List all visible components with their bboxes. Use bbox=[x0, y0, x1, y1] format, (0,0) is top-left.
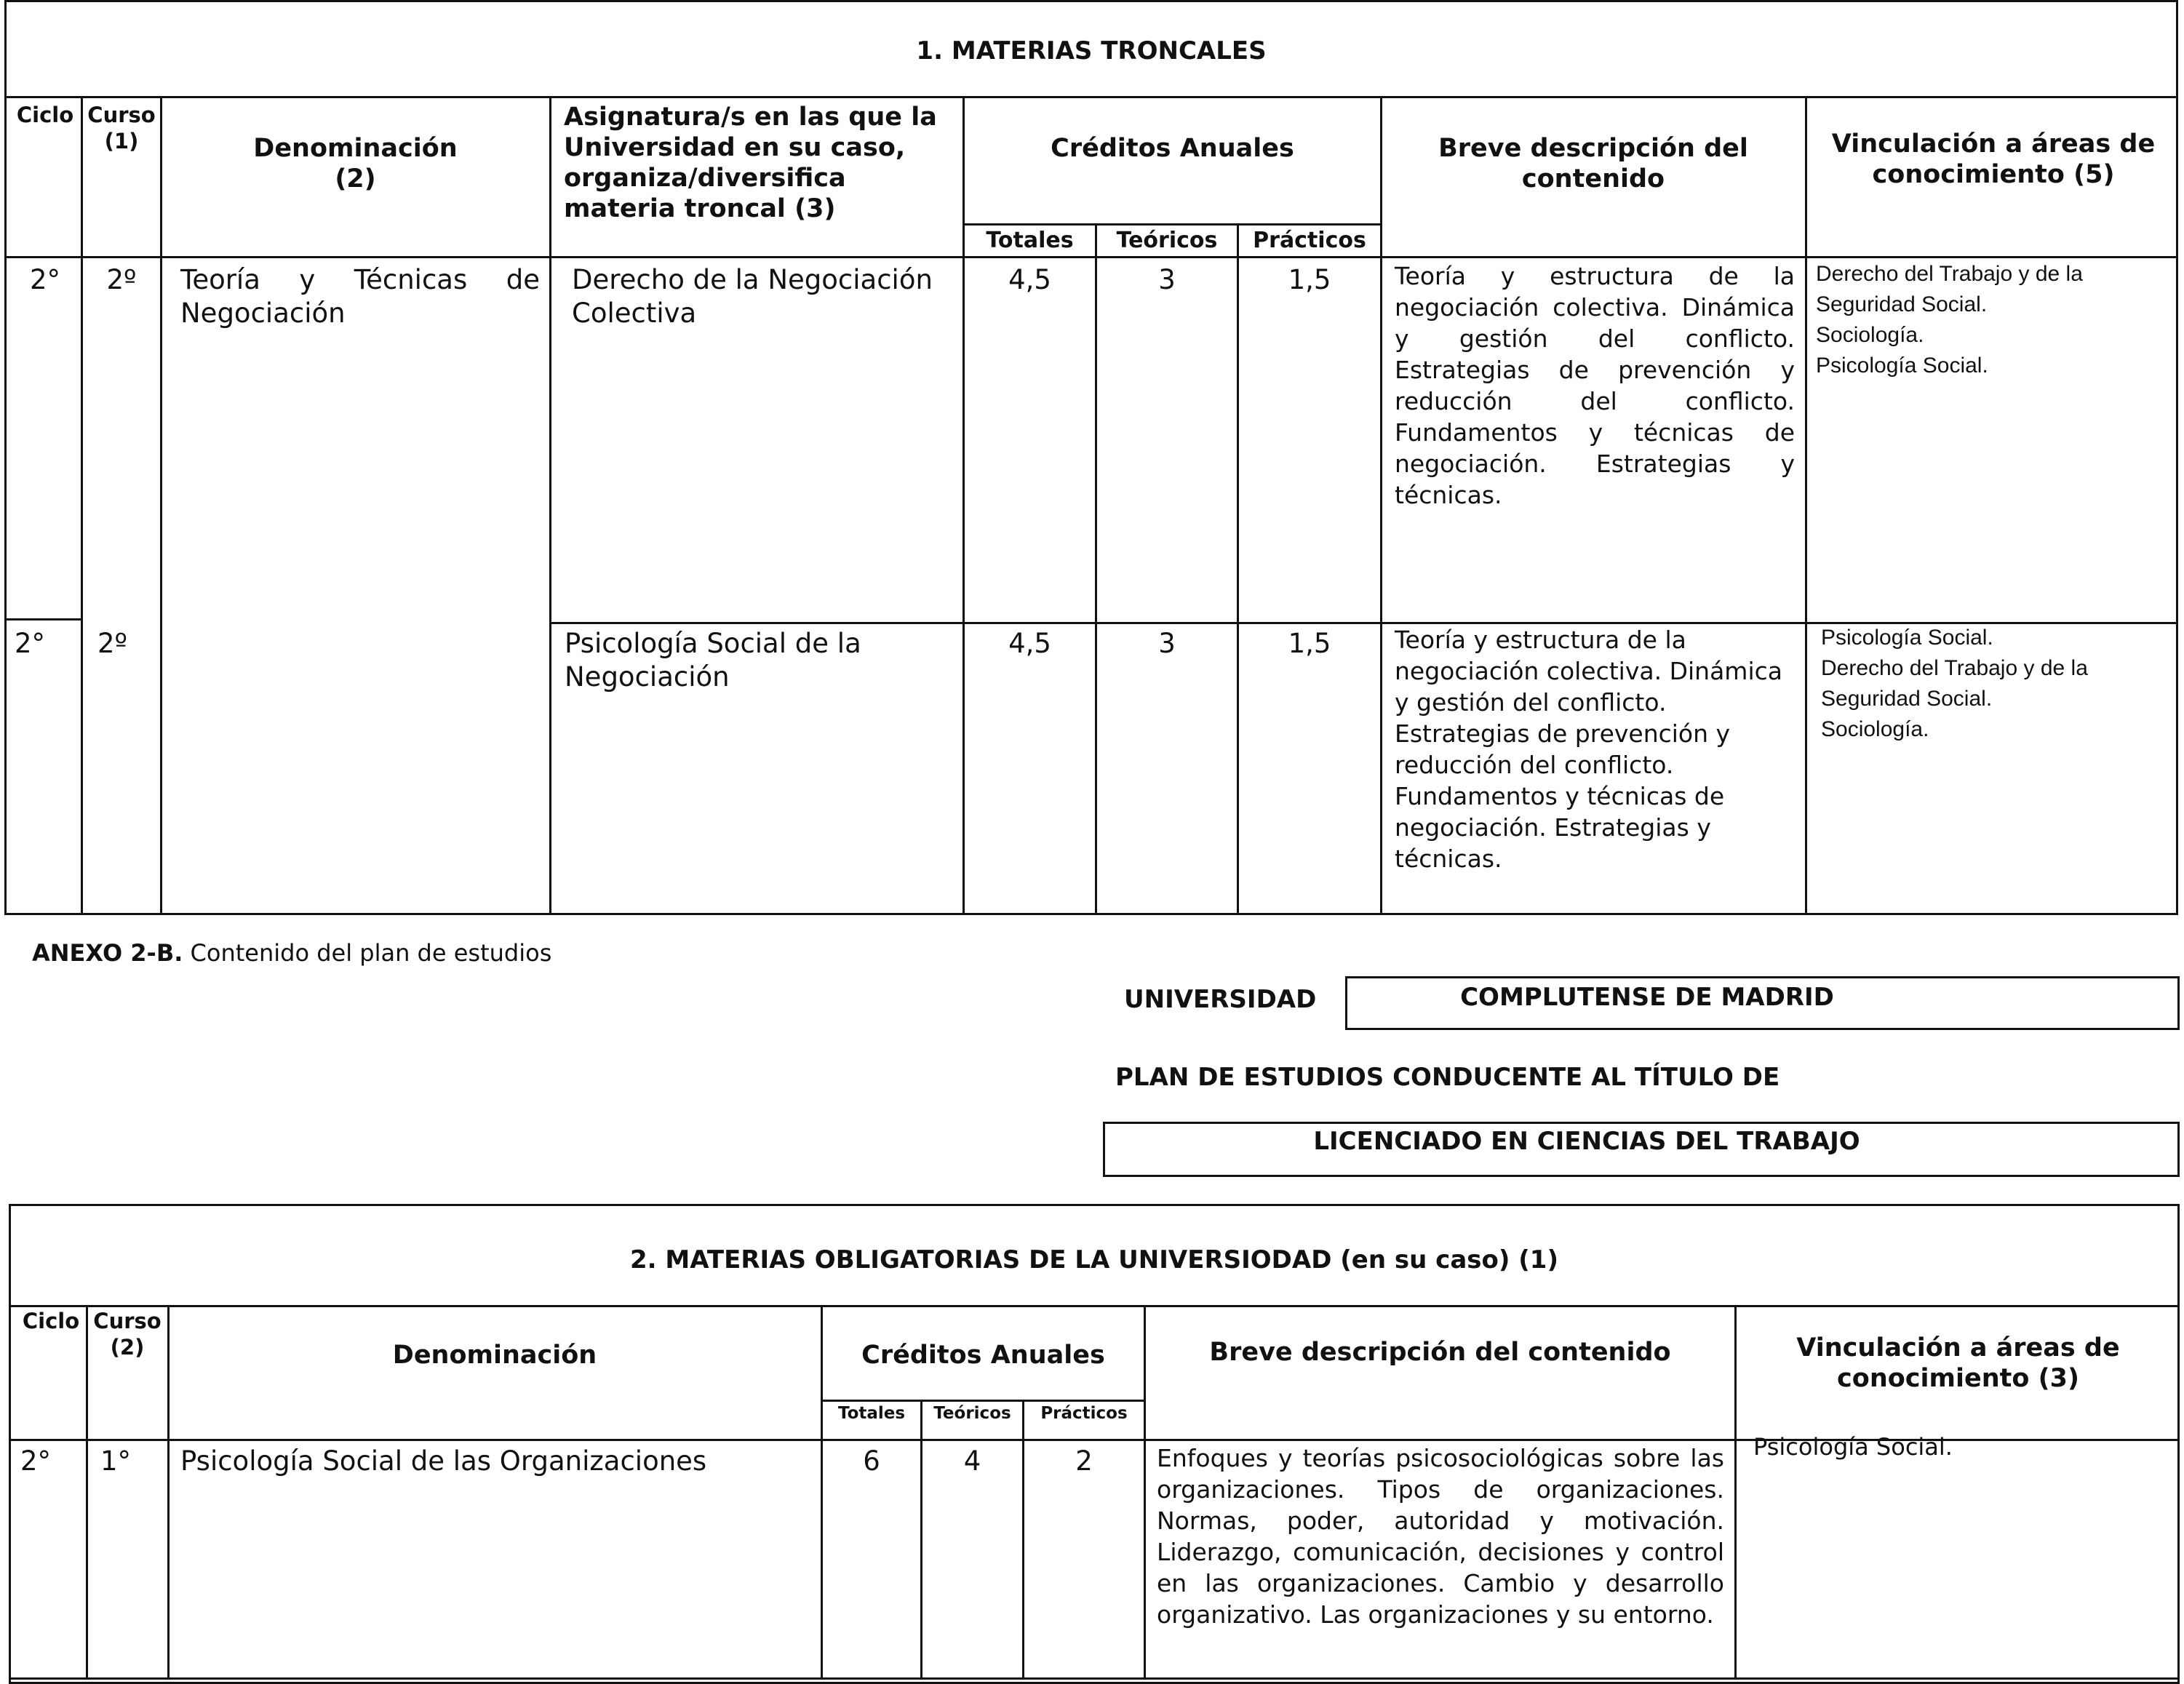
header-vinculacion: Vinculación a áreas de conocimiento (5) bbox=[1831, 129, 2156, 189]
row3-practicos: 2 bbox=[1075, 1445, 1093, 1477]
header-ciclo-2: Ciclo bbox=[22, 1309, 80, 1333]
obligatorias-title: 2. MATERIAS OBLIGATORIAS DE LA UNIVERSIODAD (en su caso) (1) bbox=[630, 1245, 1558, 1274]
anexo-text: Contenido del plan de estudios bbox=[190, 939, 552, 967]
row1-practicos: 1,5 bbox=[1288, 264, 1331, 295]
row1-descripcion: Teoría y estructura de la negociación colectiva. Dinámica y gestión del conflicto. Estrategias de prevención y reducción del conflicto. Fundamentos y técnicas de negociación. Estrategias y técnicas. bbox=[1395, 262, 1795, 509]
row3-totales: 6 bbox=[863, 1445, 880, 1477]
header-vinculacion-2: Vinculación a áreas de conocimiento (3) bbox=[1796, 1333, 2120, 1393]
row2-areas: Psicología Social. Derecho del Trabajo y de la Seguridad Social. Sociología. bbox=[1821, 626, 2088, 741]
row2-practicos: 1,5 bbox=[1288, 628, 1331, 659]
titulo-name: LICENCIADO EN CIENCIAS DEL TRABAJO bbox=[1313, 1127, 1860, 1156]
plan-label: PLAN DE ESTUDIOS CONDUCENTE AL TÍTULO DE bbox=[1115, 1063, 1780, 1092]
row1-areas: Derecho del Trabajo y de la Seguridad Social. Sociología. Psicología Social. bbox=[1816, 262, 2083, 378]
row2-teoricos: 3 bbox=[1158, 628, 1176, 659]
header-teoricos: Teóricos bbox=[1116, 228, 1218, 253]
header-ciclo: Ciclo bbox=[16, 103, 74, 127]
row2-curso: 2º bbox=[97, 628, 127, 659]
header-curso: Curso (1) bbox=[87, 103, 156, 153]
header-creditos: Créditos Anuales bbox=[1051, 134, 1294, 163]
row3-curso: 1° bbox=[100, 1445, 132, 1477]
row2-descripcion: Teoría y estructura de la negociación colectiva. Dinámica y gestión del conflicto. Estrategias de prevención y reducción del conflicto. Fundamentos y técnicas de negociación. Estrategias y técnicas. bbox=[1395, 626, 1782, 873]
row3-descripcion: Enfoques y teorías psicosociológicas sobre las organizaciones. Tipos de organizaciones. Normas, poder, autoridad y motivación. Liderazgo, comunicación, decisiones y control en las organizaciones. Cambio y desarrollo organizativo. Las organizaciones y su entorno. bbox=[1157, 1444, 1724, 1629]
row1-asignatura: Derecho de la Negociación Colectiva bbox=[572, 264, 933, 329]
row1-curso: 2º bbox=[106, 264, 137, 295]
row2-ciclo: 2° bbox=[15, 628, 46, 659]
denominacion-cell: Teoría y Técnicas de Negociación bbox=[180, 264, 540, 329]
universidad-name: COMPLUTENSE DE MADRID bbox=[1460, 983, 1834, 1012]
header-descripcion: Breve descripción del contenido bbox=[1438, 134, 1748, 193]
row1-teoricos: 3 bbox=[1158, 264, 1176, 295]
universidad-label: UNIVERSIDAD bbox=[1124, 985, 1317, 1014]
row3-denominacion: Psicología Social de las Organizaciones bbox=[180, 1445, 707, 1477]
troncales-title: 1. MATERIAS TRONCALES bbox=[916, 36, 1267, 65]
row2-asignatura: Psicología Social de la Negociación bbox=[565, 628, 861, 693]
header-teoricos-2: Teóricos bbox=[933, 1404, 1011, 1423]
row2-totales: 4,5 bbox=[1008, 628, 1051, 659]
header-practicos: Prácticos bbox=[1253, 228, 1366, 253]
row1-ciclo: 2° bbox=[29, 264, 61, 295]
row3-ciclo: 2° bbox=[20, 1445, 52, 1477]
header-denominacion: Denominación (2) bbox=[253, 134, 458, 193]
anexo-label: ANEXO 2-B. bbox=[32, 939, 183, 967]
header-totales: Totales bbox=[986, 228, 1074, 253]
row1-totales: 4,5 bbox=[1008, 264, 1051, 295]
row3-teoricos: 4 bbox=[963, 1445, 981, 1477]
row3-area: Psicología Social. bbox=[1753, 1433, 1953, 1461]
header-denominacion-2: Denominación bbox=[392, 1341, 597, 1370]
header-descripcion-2: Breve descripción del contenido bbox=[1209, 1338, 1671, 1367]
anexo-caption bbox=[32, 939, 905, 967]
header-asignatura: Asignatura/s en las que la Universidad en su caso, organiza/diversifica materia troncal (3) bbox=[564, 103, 937, 223]
header-curso-2: Curso (2) bbox=[93, 1309, 162, 1360]
header-creditos-2: Créditos Anuales bbox=[861, 1341, 1105, 1370]
header-totales-2: Totales bbox=[837, 1404, 906, 1423]
header-practicos-2: Prácticos bbox=[1040, 1404, 1128, 1423]
